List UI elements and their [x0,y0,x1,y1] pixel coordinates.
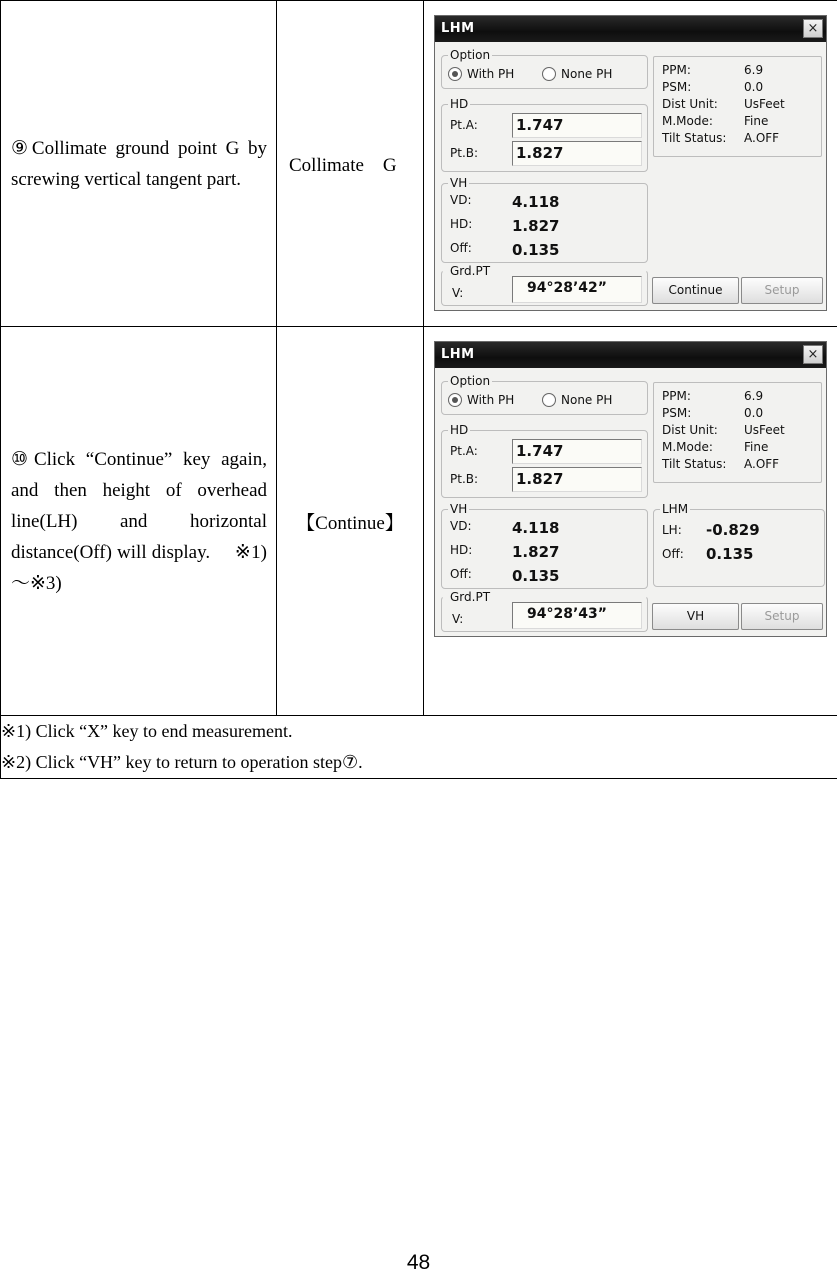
m-mode-label: M.Mode: [662,440,713,454]
off-label: Off: [450,567,472,581]
ptb-field[interactable]: 1.827 [512,141,642,166]
hd-group [441,97,648,172]
m-mode-value: Fine [744,440,769,454]
psm-value: 0.0 [744,406,764,420]
tilt-status-value: A.OFF [744,457,780,471]
v-angle-field: 94°28’42” [512,276,642,303]
dialog-title: LHM [441,347,475,362]
screenshot-cell [424,327,837,716]
ppm-value: 6.9 [744,63,764,77]
lhm-off-value: 0.135 [706,545,754,563]
vh-hd-label: HD: [450,543,473,557]
pta-field[interactable]: 1.747 [512,113,642,138]
screenshot-cell [424,1,837,327]
dist-unit-label: Dist Unit: [662,423,718,437]
psm-label: PSM: [662,406,692,420]
operation-cell [277,1,424,327]
dist-unit-value: UsFeet [744,97,785,111]
step-description-cell [1,1,277,327]
lh-label: LH: [662,523,682,537]
grd-pt-group [441,590,648,632]
ppm-value: 6.9 [744,389,764,403]
table-row-step-9 [1,1,837,327]
option-group-label: Option [450,48,491,62]
vh-hd-label: HD: [450,217,473,231]
m-mode-label: M.Mode: [662,114,713,128]
step-text: ⑨Collimate ground point G by screwing vertical tangent part. [11,137,267,190]
dialog-title-bar [435,16,826,42]
close-icon[interactable]: × [803,345,823,364]
hd-group [441,423,648,498]
lh-value: -0.829 [706,521,760,539]
step-description-cell [1,327,277,716]
with-ph-label: With PH [467,67,515,81]
grd-pt-label: Grd.PT [450,264,491,278]
tilt-status-label: Tilt Status: [662,131,727,145]
notes-cell [1,716,837,779]
continue-button[interactable]: Continue [652,277,739,304]
operation-text: 【Continue】 [296,512,404,534]
setup-button[interactable]: Setup [741,277,823,304]
hd-group-label: HD [450,423,469,437]
none-ph-label: None PH [561,67,613,81]
pta-label: Pt.A: [450,118,478,132]
option-group [441,48,648,89]
vh-group-label: VH [450,176,468,190]
vh-button[interactable]: VH [652,603,739,630]
option-group-label: Option [450,374,491,388]
vd-value: 4.118 [512,519,560,537]
grd-pt-group [441,264,648,306]
with-ph-label: With PH [467,393,515,407]
note-1: ※1) Click “X” key to end measurement. [1,721,293,741]
v-angle-field: 94°28’43” [512,602,642,629]
table-row-step-10 [1,327,837,716]
with-ph-radio[interactable] [448,67,462,81]
close-icon[interactable]: × [803,19,823,38]
lhm-dialog [434,15,827,311]
option-group [441,374,648,415]
notes-row [1,716,837,779]
vd-value: 4.118 [512,193,560,211]
v-label: V: [452,612,464,626]
off-label: Off: [450,241,472,255]
ptb-label: Pt.B: [450,146,479,160]
info-panel [653,56,822,157]
vd-label: VD: [450,193,472,207]
page-number: 48 [406,1251,431,1274]
pta-field[interactable]: 1.747 [512,439,642,464]
ptb-field[interactable]: 1.827 [512,467,642,492]
vh-hd-value: 1.827 [512,217,560,235]
hd-group-label: HD [450,97,469,111]
operation-text: Collimate G [289,155,397,176]
none-ph-label: None PH [561,393,613,407]
vd-label: VD: [450,519,472,533]
operation-cell [277,327,424,716]
dialog-title-bar [435,342,826,368]
lhm-group [653,502,825,587]
psm-value: 0.0 [744,80,764,94]
pta-label: Pt.A: [450,444,478,458]
lhm-group-label: LHM [662,502,689,516]
vh-group [441,502,648,589]
lhm-dialog [434,341,827,637]
vh-group-label: VH [450,502,468,516]
tilt-status-label: Tilt Status: [662,457,727,471]
off-value: 0.135 [512,241,560,259]
setup-button[interactable]: Setup [741,603,823,630]
dist-unit-value: UsFeet [744,423,785,437]
dialog-title: LHM [441,21,475,36]
tilt-status-value: A.OFF [744,131,780,145]
m-mode-value: Fine [744,114,769,128]
with-ph-radio[interactable] [448,393,462,407]
info-panel [653,382,822,483]
none-ph-radio[interactable] [542,67,556,81]
psm-label: PSM: [662,80,692,94]
none-ph-radio[interactable] [542,393,556,407]
ppm-label: PPM: [662,63,691,77]
step-text: ⑩Click “Continue” key again, and then height of overhead line(LH) and horizontal distance(Off) will display. ※1)～※3) [11,448,267,594]
lhm-off-label: Off: [662,547,684,561]
ptb-label: Pt.B: [450,472,479,486]
dist-unit-label: Dist Unit: [662,97,718,111]
note-2: ※2) Click “VH” key to return to operation step⑦. [1,752,363,772]
v-label: V: [452,286,464,300]
vh-group [441,176,648,263]
off-value: 0.135 [512,567,560,585]
ppm-label: PPM: [662,389,691,403]
vh-hd-value: 1.827 [512,543,560,561]
grd-pt-label: Grd.PT [450,590,491,604]
